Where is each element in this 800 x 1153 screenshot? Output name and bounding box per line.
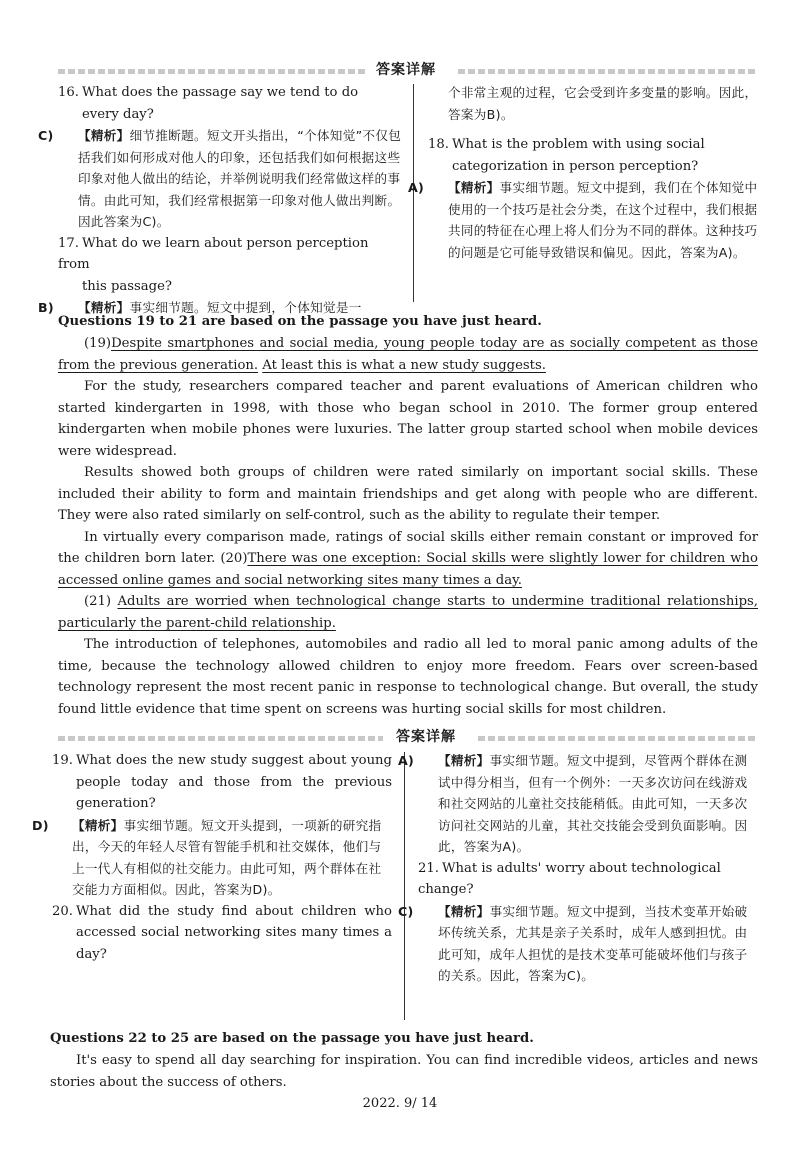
question-text-line1: What do we learn about person perception from (58, 235, 369, 272)
passage-paragraph-3: Results showed both groups of children were rated similarly on important social skills. These included their ability to form and maintain friendships and get along with people who are different. They were also rated similarly on self-control, such as the ability to regulate their temper. (58, 465, 758, 523)
marker-19: (19) (84, 336, 112, 351)
banner-dots-left (58, 736, 383, 741)
underlined-sentence: At least this is what a new study suggests. (262, 357, 546, 373)
answer-letter: B) (38, 300, 54, 315)
question-text-line2: this passage? (82, 278, 172, 294)
left-column-bottom (32, 750, 392, 965)
question-number: 18. (428, 137, 449, 152)
analysis-tag: 【精析】 (78, 128, 130, 143)
answer-letter: A) (408, 180, 425, 195)
section-heading-22-25: Questions 22 to 25 are based on the passage you have just heard. (50, 1031, 534, 1046)
answer-16 (38, 125, 403, 233)
answer-explanation: 事实细节题。短文开头提到，一项新的研究指出，今天的年轻人尽管有智能手机和社交媒体，他们与上一代人有相似的社交能力。由此可知，两个群体在社交能力方面相似。因此，答案为D)。 (72, 817, 382, 897)
answer-20 (398, 750, 760, 858)
answer-letter: C) (38, 128, 54, 143)
marker-21: (21) (84, 594, 112, 609)
banner-label: 答案详解 (396, 729, 456, 745)
question-text-line1: What does the passage say we tend to do (82, 85, 359, 100)
question-number: 21. (418, 860, 439, 876)
analysis-tag: 【精析】 (448, 180, 500, 195)
answer-banner-top (58, 60, 758, 82)
answer-letter: D) (32, 817, 49, 833)
answer-letter: A) (398, 753, 415, 768)
paragraph-text: In virtually every comparison made, ratings of social skills either remain constant or improved for the children born later. (58, 529, 758, 566)
passage-19-21 (58, 333, 758, 720)
passage-paragraph: It's easy to spend all day searching for inspiration. You can find incredible videos, articles and news stories about the success of others. (50, 1053, 758, 1090)
passage-22-25 (50, 1050, 758, 1093)
question-number: 20. (52, 903, 73, 919)
passage-paragraph-1 (58, 333, 758, 376)
question-16 (58, 82, 403, 125)
answer-explanation: 事实细节题。短文中提到，个体知觉是一 (129, 300, 362, 315)
question-text-line2: every day? (82, 106, 154, 122)
answer-explanation: 事实细节题。短文中提到，当技术变革开始破坏传统关系，尤其是亲子关系时，成年人感到担忧。由此可知，成年人担忧的是技术变革可能破坏他们与孩子的关系。因此，答案为C)。 (438, 903, 748, 983)
question-number: 17. (58, 235, 79, 251)
analysis-tag: 【精析】 (72, 817, 124, 833)
question-18 (428, 134, 760, 177)
question-text: What did the study find about children who accessed social networking sites many times a day? (76, 903, 392, 962)
section-heading-19-21: Questions 19 to 21 are based on the passage you have just heard. (58, 314, 542, 329)
underlined-sentence: Despite smartphones and social media, young people today are as socially competent as those from the previous generation. (58, 336, 758, 373)
right-column-bottom (398, 750, 760, 987)
analysis-tag: 【精析】 (438, 903, 490, 919)
question-text-line1: What is the problem with using social (452, 137, 705, 152)
answer-18 (408, 177, 760, 263)
passage-paragraph-5 (58, 591, 758, 634)
answer-explanation: 事实细节题。短文中提到，尽管两个群体在测试中得分相当，但有一个例外：一天多次访问在线游戏和社交网站的儿童社交技能稍低。由此可知，一天多次访问社交网站的儿童，其社交技能会受到负面影响。因此，答案为A)。 (438, 753, 748, 854)
answer-21 (398, 901, 760, 987)
right-column-top (428, 82, 760, 125)
question-text: What is adults' worry about technological change? (418, 860, 721, 897)
left-column-top (38, 82, 403, 319)
answer-explanation: 细节推断题。短文开头指出，“个体知觉”不仅包括我们如何形成对他人的印象，还包括我们如何根据这些印象对他人做出的结论，并举例说明我们经常做这样的事情。由此可知，我们经常根据第一印象对他人做出判断。因此答案为C)。 (78, 128, 402, 229)
analysis-tag: 【精析】 (78, 300, 130, 315)
banner-dots-right (478, 736, 758, 741)
marker-20: (20) (220, 551, 248, 566)
passage-paragraph-6: The introduction of telephones, automobiles and radio all led to moral panic among adults of the time, because the technology allowed children to enjoy more freedom. Fears over screen-based technology represent the most recent panic in response to technological change. But overall, the study found little evidence that time spent on screens was hurting social skills for most children. (58, 637, 758, 717)
analysis-tag: 【精析】 (438, 753, 490, 768)
question-19 (52, 750, 392, 815)
passage-paragraph-2: For the study, researchers compared teacher and parent evaluations of American children who started kindergarten in 1998, with those who began school in 2010. The former group entered kindergarten when mobile phones were luxuries. The latter group started school when mobile devices were widespread. (58, 379, 758, 459)
question-20 (52, 901, 392, 966)
question-number: 19. (52, 753, 73, 768)
column-divider-bottom (404, 752, 405, 1020)
question-21 (418, 858, 760, 901)
underlined-sentence: Adults are worried when technological change starts to undermine traditional relationships, particularly the parent-child relationship. (58, 594, 758, 631)
question-17 (58, 233, 403, 298)
answer-explanation: 事实细节题。短文中提到，我们在个体知觉中使用的一个技巧是社会分类，在这个过程中，我们根据共同的特征在心理上将人们分为不同的群体。这种技巧的问题是它可能导致错误和偏见。因此，答案为A)。 (448, 180, 758, 260)
answer-letter: C) (398, 903, 414, 919)
banner-dots-left (58, 69, 366, 74)
question-number: 16. (58, 85, 79, 100)
page-footer: 2022. 9/ 14 (362, 1096, 438, 1111)
answer-19 (32, 815, 392, 901)
banner-label: 答案详解 (376, 62, 436, 78)
question-text-line2: categorization in person perception? (452, 158, 699, 174)
answer-banner-middle (58, 727, 758, 749)
right-column-q18 (408, 134, 760, 263)
banner-dots-right (458, 69, 758, 74)
question-text: What does the new study suggest about young people today and those from the previous generation? (76, 753, 392, 811)
answer-17-continued: 个非常主观的过程，它会受到许多变量的影响。因此，答案为B)。 (448, 85, 758, 122)
passage-paragraph-4 (58, 527, 758, 592)
underlined-sentence: There was one exception: Social skills were slightly lower for children who accessed online games and social networking sites many times a day. (58, 551, 758, 588)
